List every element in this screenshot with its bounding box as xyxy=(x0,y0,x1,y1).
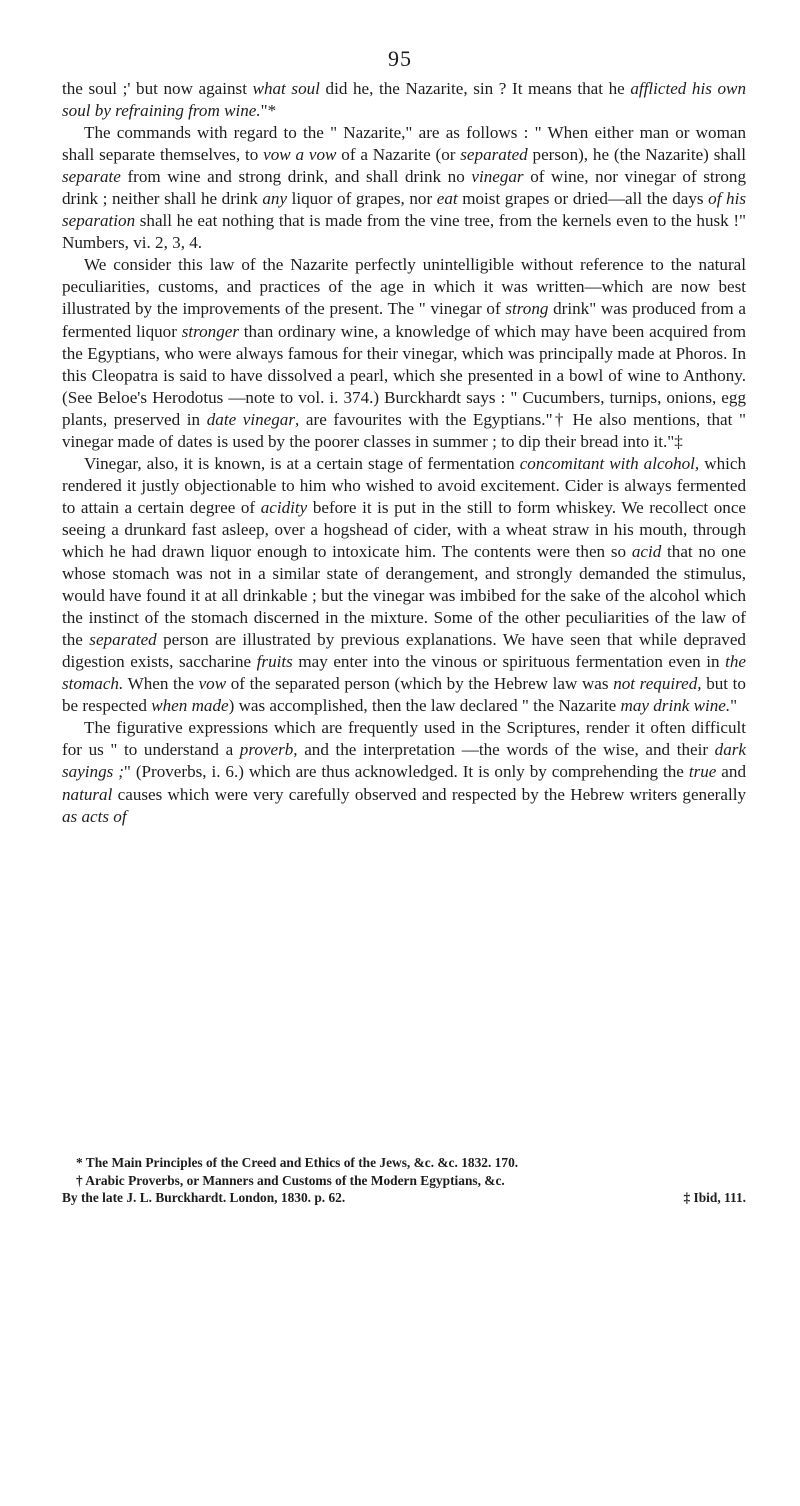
text-run: of a Nazarite (or xyxy=(336,145,461,165)
italic-run: separated xyxy=(89,630,157,650)
text-run: did he, the Nazarite, sin ? It means that he xyxy=(319,79,631,98)
text-run: ) was accomplished, then the law declared " the Nazarite xyxy=(228,696,621,716)
text-run: The commands with regard to the " Nazarite," are as follows : " When either man or woman shall separate themselves, to xyxy=(62,123,746,165)
text-run: and xyxy=(716,762,746,782)
italic-run: not required, xyxy=(613,674,702,694)
footnote-2-continued: By the late J. L. Burckhardt. London, 1830. p. 62. xyxy=(62,1190,346,1206)
paragraph-1 xyxy=(62,78,746,122)
paragraph-3 xyxy=(62,254,746,452)
text-run: and the interpretation —the words of the wise, and their xyxy=(297,740,715,760)
italic-run: as acts of xyxy=(62,806,127,826)
italic-run: strong xyxy=(505,299,549,319)
italic-run: the stomach. xyxy=(62,652,746,694)
footnotes xyxy=(62,1154,746,1207)
text-run: from wine and strong drink, and shall drink no xyxy=(120,167,472,187)
italic-run: may drink wine. xyxy=(620,696,731,716)
footnote-2: † Arabic Proverbs, or Manners and Customs of the Modern Egyptians, &c. xyxy=(76,1172,505,1188)
paragraph-5 xyxy=(62,717,746,827)
text-run: of the separated person (which by the Hebrew law was xyxy=(226,674,614,694)
italic-run: stronger xyxy=(181,321,240,341)
text-run: We consider this law of the Nazarite perfectly unintelligible without reference to the natural peculiarities, customs, and practices of the age in which it was written—which are now best illustrated by the improvements of the present. The " vinegar of xyxy=(62,255,746,319)
text-run: shall he eat nothing that is made from the vine tree, from the kernels even to the husk !" Numbers, vi. 2, 3, 4. xyxy=(62,211,746,253)
text-run: person), he (the Nazarite) shall xyxy=(527,145,746,165)
italic-run: date vinegar xyxy=(206,409,296,429)
paragraph-4 xyxy=(62,453,746,718)
footnote-row xyxy=(62,1189,746,1207)
text-run: causes which were very carefully observed and respected by the Hebrew writers generally xyxy=(112,784,746,804)
italic-run: of his separation xyxy=(62,189,746,231)
body-text xyxy=(62,78,746,828)
italic-run: true xyxy=(688,762,717,782)
text-run: moist grapes or dried—all the days xyxy=(457,189,709,209)
page-number: 95 xyxy=(388,46,412,71)
italic-run: proverb, xyxy=(239,740,298,760)
footnote-3: ‡ Ibid, 111. xyxy=(683,1190,746,1206)
italic-run: separated xyxy=(460,145,528,165)
italic-run: vow xyxy=(198,674,227,694)
text-run: drink" was produced from a fermented liquor xyxy=(62,299,746,341)
text-run: but to be respected xyxy=(62,674,746,716)
italic-run: vinegar xyxy=(471,167,524,187)
text-run: Vinegar, also, it is known, is at a certain stage of fermentation xyxy=(84,453,520,473)
italic-run: concomitant with alcohol, xyxy=(519,453,700,473)
text-run: may enter into the vinous or spirituous fermentation even in xyxy=(292,652,726,672)
italic-run: eat xyxy=(436,189,458,209)
italic-run: acid xyxy=(631,541,662,561)
text-run: that no one whose stomach was not in a similar state of derangement, and strongly demanded the stimulus, would have found it at all drinkable ; but the vinegar was imbibed for the sake of the alcohol which the instinct of the stomach discerned in the mixture. Some of the other peculiarities of the law of the xyxy=(62,541,746,650)
italic-run: acidity xyxy=(260,497,308,517)
text-run: The figurative expressions which are frequently used in the Scriptures, render it often difficult for us " to understand a xyxy=(62,718,746,760)
text-run: which rendered it justly objectionable to him who wished to avoid excitement. Cider is always fermented to attain a certain degree of xyxy=(62,453,746,517)
italic-run: natural xyxy=(62,784,113,804)
text-run: than ordinary wine, a knowledge of which may have been acquired from the Egyptians, who were always famous for their vinegar, which was principally made at Phoros. In this Cleopatra is said to have dissolved a pearl, which she presented in a bowl of wine to Anthony. (See Beloe's Herodotus —note to vol. i. 374.) Burckhardt says : " Cucumbers, turnips, onions, egg plants, preserved in xyxy=(62,321,746,429)
italic-run: what soul xyxy=(252,79,320,98)
footnote-1: * The Main Principles of the Creed and Ethics of the Jews, &c. &c. 1832. 170. xyxy=(76,1155,519,1170)
text-run: " xyxy=(730,696,738,716)
text-run: liquor of grapes, nor xyxy=(287,189,437,209)
text-run: When the xyxy=(123,674,199,694)
italic-run: vow a vow xyxy=(263,145,337,165)
italic-run: any xyxy=(262,189,288,209)
text-run: the soul ;' but now against xyxy=(62,79,253,98)
text-run: , are favourites with the Egyptians."† He also mentions, that " vinegar made of dates is used by the poorer classes in summer ; to dip their bread into it."‡ xyxy=(62,409,746,451)
text-run: "* xyxy=(260,101,277,121)
italic-run: dark sayings ; xyxy=(62,740,746,782)
paragraph-2 xyxy=(62,122,746,254)
text-run: of wine, nor vinegar of strong drink ; neither shall he drink xyxy=(62,167,746,209)
italic-run: when made xyxy=(151,696,229,716)
italic-run: fruits xyxy=(256,652,293,672)
text-run: person are illustrated by previous explanations. We have seen that while depraved digestion exists, saccharine xyxy=(62,630,746,672)
text-run: before it is put in the still to form whiskey. We recollect once seeing a drunkard fast asleep, over a hogshead of cider, with a wheat straw in his mouth, through which he had drawn liquor enough to intoxicate him. The contents were then so xyxy=(62,497,746,561)
italic-run: separate xyxy=(62,167,121,187)
text-run: " (Proverbs, i. 6.) which are thus acknowledged. It is only by comprehending the xyxy=(123,762,689,782)
italic-run: afflicted his own soul by refraining from wine. xyxy=(62,79,746,121)
